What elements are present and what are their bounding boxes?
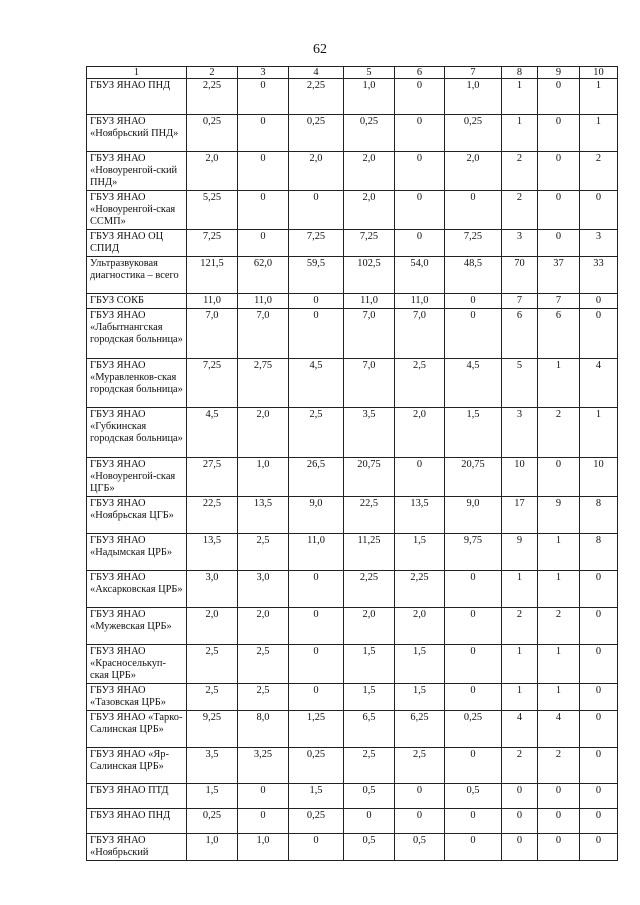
value-cell: 7,25 <box>445 230 502 257</box>
value-cell: 6 <box>502 309 538 359</box>
value-cell: 0 <box>580 571 618 608</box>
value-cell: 1,0 <box>187 834 238 861</box>
value-cell: 7 <box>502 294 538 309</box>
table-row <box>87 294 618 309</box>
column-header: 4 <box>289 67 344 79</box>
value-cell: 0 <box>445 684 502 711</box>
table-row <box>87 809 618 834</box>
value-cell: 1 <box>538 571 580 608</box>
value-cell: 9 <box>502 534 538 571</box>
value-cell: 20,75 <box>344 458 395 497</box>
table-row <box>87 534 618 571</box>
value-cell: 13,5 <box>238 497 289 534</box>
value-cell: 3 <box>580 230 618 257</box>
value-cell: 3,5 <box>344 408 395 458</box>
value-cell: 0 <box>395 115 445 152</box>
value-cell: 6,25 <box>395 711 445 748</box>
table-row <box>87 711 618 748</box>
institution-name-cell: ГБУЗ ЯНАО ПНД <box>87 809 187 834</box>
value-cell: 0 <box>395 152 445 191</box>
value-cell: 0 <box>289 608 344 645</box>
value-cell: 0 <box>580 834 618 861</box>
institution-name-cell: ГБУЗ ЯНАО «Муравленков-ская городская больница» <box>87 359 187 408</box>
value-cell: 0 <box>289 571 344 608</box>
value-cell: 0 <box>445 608 502 645</box>
value-cell: 59,5 <box>289 257 344 294</box>
value-cell: 3,25 <box>238 748 289 784</box>
value-cell: 0 <box>538 230 580 257</box>
column-header: 2 <box>187 67 238 79</box>
column-header: 8 <box>502 67 538 79</box>
value-cell: 2,5 <box>395 359 445 408</box>
value-cell: 1,5 <box>445 408 502 458</box>
table-row <box>87 571 618 608</box>
value-cell: 0 <box>289 684 344 711</box>
value-cell: 0,25 <box>445 711 502 748</box>
value-cell: 0 <box>289 309 344 359</box>
value-cell: 7,0 <box>395 309 445 359</box>
value-cell: 2,5 <box>289 408 344 458</box>
value-cell: 3,5 <box>187 748 238 784</box>
table-row <box>87 115 618 152</box>
value-cell: 0 <box>538 458 580 497</box>
value-cell: 0 <box>538 115 580 152</box>
value-cell: 2,5 <box>187 684 238 711</box>
column-header: 9 <box>538 67 580 79</box>
value-cell: 4 <box>538 711 580 748</box>
value-cell: 11,0 <box>187 294 238 309</box>
value-cell: 2,25 <box>395 571 445 608</box>
value-cell: 1 <box>502 684 538 711</box>
value-cell: 2 <box>502 608 538 645</box>
value-cell: 33 <box>580 257 618 294</box>
value-cell: 9,25 <box>187 711 238 748</box>
value-cell: 5 <box>502 359 538 408</box>
table-row <box>87 458 618 497</box>
column-header: 10 <box>580 67 618 79</box>
value-cell: 8 <box>580 534 618 571</box>
value-cell: 0 <box>344 809 395 834</box>
institution-name-cell: ГБУЗ ЯНАО «Новоуренгой-ская ССМП» <box>87 191 187 230</box>
value-cell: 0 <box>238 152 289 191</box>
value-cell: 7,0 <box>187 309 238 359</box>
statistics-table <box>86 66 618 861</box>
institution-name-cell: ГБУЗ ЯНАО «Красноселькуп-ская ЦРБ» <box>87 645 187 684</box>
institution-name-cell: ГБУЗ ЯНАО «Яр-Салинская ЦРБ» <box>87 748 187 784</box>
value-cell: 2,5 <box>395 748 445 784</box>
value-cell: 54,0 <box>395 257 445 294</box>
value-cell: 0 <box>289 294 344 309</box>
institution-name-cell: ГБУЗ СОКБ <box>87 294 187 309</box>
value-cell: 1,0 <box>344 79 395 115</box>
value-cell: 0 <box>238 191 289 230</box>
value-cell: 0,5 <box>344 784 395 809</box>
table-header-row <box>87 67 618 79</box>
value-cell: 102,5 <box>344 257 395 294</box>
value-cell: 9,75 <box>445 534 502 571</box>
value-cell: 70 <box>502 257 538 294</box>
value-cell: 7 <box>538 294 580 309</box>
value-cell: 26,5 <box>289 458 344 497</box>
value-cell: 2 <box>502 191 538 230</box>
value-cell: 22,5 <box>187 497 238 534</box>
value-cell: 1 <box>538 645 580 684</box>
value-cell: 2,5 <box>187 645 238 684</box>
value-cell: 0 <box>538 79 580 115</box>
value-cell: 9 <box>538 497 580 534</box>
value-cell: 0 <box>445 645 502 684</box>
value-cell: 0 <box>395 79 445 115</box>
value-cell: 0 <box>580 645 618 684</box>
table-row <box>87 497 618 534</box>
value-cell: 0 <box>538 191 580 230</box>
value-cell: 0 <box>502 834 538 861</box>
value-cell: 1 <box>580 408 618 458</box>
value-cell: 2,25 <box>187 79 238 115</box>
table-row <box>87 834 618 861</box>
value-cell: 9,0 <box>289 497 344 534</box>
table-row <box>87 257 618 294</box>
table-row <box>87 79 618 115</box>
value-cell: 3,0 <box>187 571 238 608</box>
value-cell: 0 <box>580 191 618 230</box>
value-cell: 7,0 <box>344 359 395 408</box>
value-cell: 2,0 <box>445 152 502 191</box>
value-cell: 0 <box>238 79 289 115</box>
value-cell: 2,5 <box>238 684 289 711</box>
value-cell: 0 <box>538 834 580 861</box>
value-cell: 0 <box>395 191 445 230</box>
value-cell: 20,75 <box>445 458 502 497</box>
institution-name-cell: ГБУЗ ЯНАО «Тазовская ЦРБ» <box>87 684 187 711</box>
value-cell: 0,25 <box>187 115 238 152</box>
institution-name-cell: ГБУЗ ЯНАО «Новоуренгой-ская ЦГБ» <box>87 458 187 497</box>
value-cell: 8 <box>580 497 618 534</box>
value-cell: 62,0 <box>238 257 289 294</box>
table-row <box>87 309 618 359</box>
value-cell: 7,0 <box>238 309 289 359</box>
institution-name-cell: ГБУЗ ЯНАО «Ноябрьский <box>87 834 187 861</box>
value-cell: 1,25 <box>289 711 344 748</box>
value-cell: 8,0 <box>238 711 289 748</box>
value-cell: 0 <box>238 784 289 809</box>
value-cell: 0 <box>580 711 618 748</box>
table-row <box>87 748 618 784</box>
value-cell: 1,5 <box>344 684 395 711</box>
value-cell: 2,0 <box>238 408 289 458</box>
value-cell: 0 <box>289 191 344 230</box>
value-cell: 0,25 <box>289 748 344 784</box>
value-cell: 0 <box>395 784 445 809</box>
value-cell: 0 <box>502 809 538 834</box>
institution-name-cell: Ультразвуковая диагностика – всего <box>87 257 187 294</box>
value-cell: 11,0 <box>238 294 289 309</box>
value-cell: 11,0 <box>344 294 395 309</box>
institution-name-cell: ГБУЗ ЯНАО «Тарко-Салинская ЦРБ» <box>87 711 187 748</box>
value-cell: 1,0 <box>238 834 289 861</box>
value-cell: 0 <box>580 294 618 309</box>
value-cell: 0 <box>289 834 344 861</box>
value-cell: 3 <box>502 408 538 458</box>
value-cell: 2,0 <box>238 608 289 645</box>
value-cell: 10 <box>580 458 618 497</box>
value-cell: 2,0 <box>395 408 445 458</box>
value-cell: 1,5 <box>395 684 445 711</box>
value-cell: 0,25 <box>289 115 344 152</box>
value-cell: 2 <box>538 408 580 458</box>
value-cell: 2 <box>580 152 618 191</box>
value-cell: 11,0 <box>289 534 344 571</box>
value-cell: 4,5 <box>187 408 238 458</box>
value-cell: 2,5 <box>344 748 395 784</box>
value-cell: 0 <box>445 294 502 309</box>
value-cell: 1,0 <box>445 79 502 115</box>
value-cell: 9,0 <box>445 497 502 534</box>
value-cell: 0 <box>580 684 618 711</box>
value-cell: 0 <box>395 458 445 497</box>
table-row <box>87 152 618 191</box>
value-cell: 2,75 <box>238 359 289 408</box>
institution-name-cell: ГБУЗ ЯНАО ПТД <box>87 784 187 809</box>
value-cell: 10 <box>502 458 538 497</box>
institution-name-cell: ГБУЗ ЯНАО «Новоуренгой-ский ПНД» <box>87 152 187 191</box>
institution-name-cell: ГБУЗ ЯНАО ОЦ СПИД <box>87 230 187 257</box>
value-cell: 4,5 <box>289 359 344 408</box>
value-cell: 11,25 <box>344 534 395 571</box>
institution-name-cell: ГБУЗ ЯНАО «Аксарковская ЦРБ» <box>87 571 187 608</box>
value-cell: 1,5 <box>344 645 395 684</box>
value-cell: 1 <box>538 684 580 711</box>
value-cell: 2 <box>502 748 538 784</box>
value-cell: 0 <box>580 809 618 834</box>
institution-name-cell: ГБУЗ ЯНАО «Ноябрьский ПНД» <box>87 115 187 152</box>
institution-name-cell: ГБУЗ ЯНАО «Ноябрьская ЦГБ» <box>87 497 187 534</box>
value-cell: 0 <box>445 191 502 230</box>
column-header: 5 <box>344 67 395 79</box>
value-cell: 3,0 <box>238 571 289 608</box>
table-row <box>87 684 618 711</box>
value-cell: 11,0 <box>395 294 445 309</box>
institution-name-cell: ГБУЗ ЯНАО «Надымская ЦРБ» <box>87 534 187 571</box>
value-cell: 1 <box>502 115 538 152</box>
value-cell: 1,5 <box>395 534 445 571</box>
value-cell: 7,0 <box>344 309 395 359</box>
value-cell: 1 <box>502 79 538 115</box>
value-cell: 6,5 <box>344 711 395 748</box>
value-cell: 2,0 <box>187 608 238 645</box>
column-header: 6 <box>395 67 445 79</box>
table-row <box>87 408 618 458</box>
value-cell: 0 <box>395 230 445 257</box>
value-cell: 1 <box>538 359 580 408</box>
value-cell: 7,25 <box>344 230 395 257</box>
value-cell: 4,5 <box>445 359 502 408</box>
table-body <box>87 79 618 861</box>
column-header: 7 <box>445 67 502 79</box>
value-cell: 0 <box>580 608 618 645</box>
value-cell: 2,5 <box>238 534 289 571</box>
value-cell: 0,25 <box>445 115 502 152</box>
value-cell: 2,0 <box>344 608 395 645</box>
value-cell: 0 <box>445 309 502 359</box>
value-cell: 1,5 <box>289 784 344 809</box>
value-cell: 2,0 <box>344 191 395 230</box>
value-cell: 2,0 <box>187 152 238 191</box>
value-cell: 2,0 <box>289 152 344 191</box>
value-cell: 0 <box>538 784 580 809</box>
value-cell: 0,5 <box>395 834 445 861</box>
value-cell: 2 <box>502 152 538 191</box>
value-cell: 0,25 <box>187 809 238 834</box>
value-cell: 1 <box>538 534 580 571</box>
value-cell: 0 <box>445 809 502 834</box>
value-cell: 1 <box>502 645 538 684</box>
table-row <box>87 645 618 684</box>
value-cell: 0 <box>538 809 580 834</box>
table-row <box>87 191 618 230</box>
value-cell: 0 <box>238 230 289 257</box>
value-cell: 2,5 <box>238 645 289 684</box>
value-cell: 0 <box>445 571 502 608</box>
value-cell: 7,25 <box>187 359 238 408</box>
value-cell: 2 <box>538 748 580 784</box>
value-cell: 0,25 <box>344 115 395 152</box>
institution-name-cell: ГБУЗ ЯНАО «Губкинская городская больница» <box>87 408 187 458</box>
value-cell: 0,25 <box>289 809 344 834</box>
value-cell: 27,5 <box>187 458 238 497</box>
value-cell: 0,5 <box>445 784 502 809</box>
table-row <box>87 230 618 257</box>
value-cell: 37 <box>538 257 580 294</box>
table-row <box>87 784 618 809</box>
value-cell: 7,25 <box>289 230 344 257</box>
value-cell: 2,0 <box>344 152 395 191</box>
value-cell: 1,5 <box>395 645 445 684</box>
value-cell: 0 <box>289 645 344 684</box>
value-cell: 1,0 <box>238 458 289 497</box>
page-number: 62 <box>313 42 327 57</box>
value-cell: 2,0 <box>395 608 445 645</box>
value-cell: 2 <box>538 608 580 645</box>
value-cell: 2,25 <box>344 571 395 608</box>
value-cell: 0 <box>445 748 502 784</box>
value-cell: 2,25 <box>289 79 344 115</box>
value-cell: 7,25 <box>187 230 238 257</box>
value-cell: 1,5 <box>187 784 238 809</box>
value-cell: 1 <box>580 115 618 152</box>
table-row <box>87 359 618 408</box>
institution-name-cell: ГБУЗ ЯНАО «Мужевская ЦРБ» <box>87 608 187 645</box>
value-cell: 121,5 <box>187 257 238 294</box>
table-row <box>87 608 618 645</box>
value-cell: 0 <box>445 834 502 861</box>
value-cell: 13,5 <box>395 497 445 534</box>
value-cell: 5,25 <box>187 191 238 230</box>
value-cell: 0 <box>580 748 618 784</box>
value-cell: 4 <box>502 711 538 748</box>
value-cell: 0 <box>538 152 580 191</box>
institution-name-cell: ГБУЗ ЯНАО «Лабытнангская городская больница» <box>87 309 187 359</box>
value-cell: 22,5 <box>344 497 395 534</box>
value-cell: 4 <box>580 359 618 408</box>
value-cell: 1 <box>580 79 618 115</box>
value-cell: 1 <box>502 571 538 608</box>
institution-name-cell: ГБУЗ ЯНАО ПНД <box>87 79 187 115</box>
value-cell: 0 <box>238 809 289 834</box>
value-cell: 0 <box>580 784 618 809</box>
value-cell: 0 <box>580 309 618 359</box>
value-cell: 6 <box>538 309 580 359</box>
value-cell: 17 <box>502 497 538 534</box>
value-cell: 0 <box>502 784 538 809</box>
column-header: 1 <box>87 67 187 79</box>
value-cell: 48,5 <box>445 257 502 294</box>
value-cell: 0 <box>395 809 445 834</box>
value-cell: 0 <box>238 115 289 152</box>
value-cell: 3 <box>502 230 538 257</box>
value-cell: 13,5 <box>187 534 238 571</box>
value-cell: 0,5 <box>344 834 395 861</box>
column-header: 3 <box>238 67 289 79</box>
